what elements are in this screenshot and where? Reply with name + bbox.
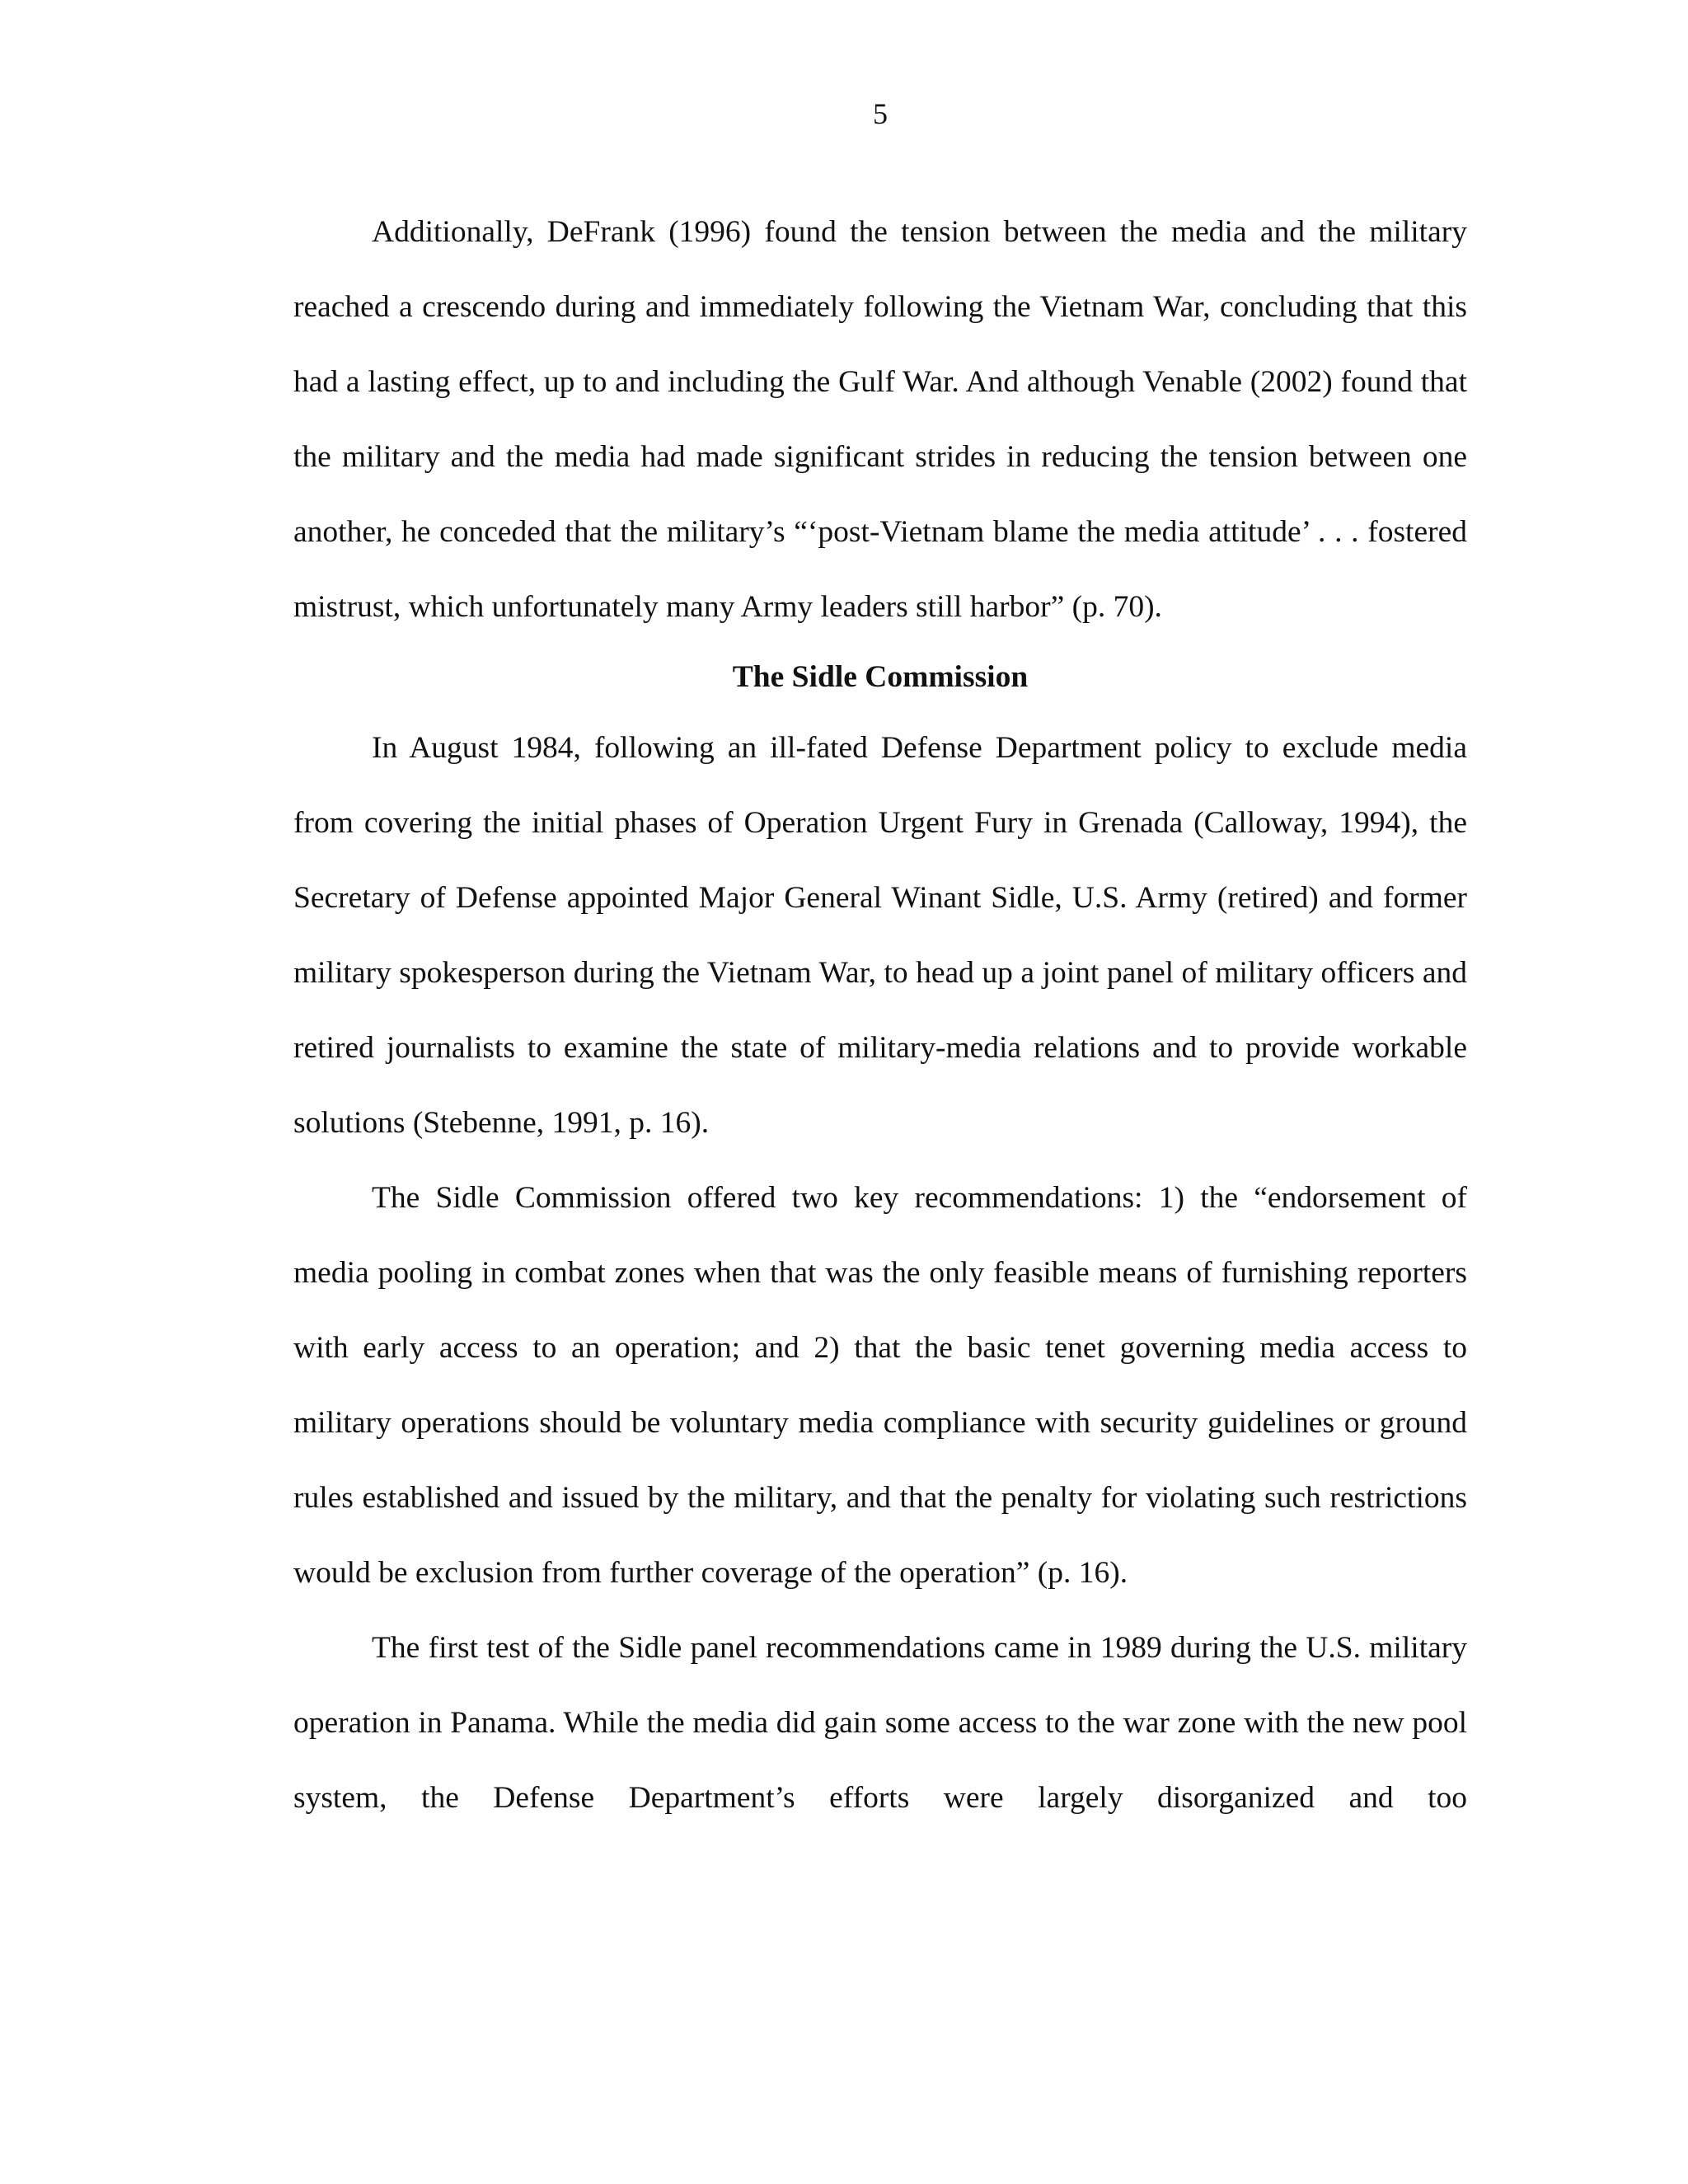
section-heading: The Sidle Commission	[732, 660, 1029, 694]
paragraph-august-1984: In August 1984, following an ill-fated Defense Department policy to exclude media from covering the initial phases of Operation Urgent Fury in Grenada (Calloway, 1994), the Secretary of Defense appointed Major General Winant Sidle, U.S. Army (retired) and former military spokesperson during the Vietnam War, to head up a joint panel of military officers and retired journalists to examine the state of military-media relations and to provide workable solutions (Stebenne, 1991, p. 16).	[293, 731, 1467, 1140]
paragraph-panama: The first test of the Sidle panel recommendations came in 1989 during the U.S. military operation in Panama. While the media did gain some access to the war zone with the new pool system, the Defense Department’s efforts were largely disorganized and too	[293, 1631, 1467, 1815]
page-number: 5	[873, 97, 888, 130]
paragraph-recommendations: The Sidle Commission offered two key recommendations: 1) the “endorsement of media pooling in combat zones when that was the only feasible means of furnishing reporters with early access to an operation; and 2) that the basic tenet governing media access to military operations should be voluntary media compliance with security guidelines or ground rules established and issued by the military, and that the penalty for violating such restrictions would be exclusion from further coverage of the operation” (p. 16).	[293, 1181, 1467, 1590]
paragraph-defrank: Additionally, DeFrank (1996) found the tension between the media and the military reached a crescendo during and immediately following the Vietnam War, concluding that this had a lasting effect, up to and including the Gulf War. And although Venable (2002) found that the military and the media had made significant strides in reducing the tension between one another, he conceded that the military’s “‘post-Vietnam blame the media attitude’ . . . fostered mistrust, which unfortunately many Army leaders still harbor” (p. 70).	[293, 215, 1467, 624]
document-body	[293, 194, 1467, 1835]
